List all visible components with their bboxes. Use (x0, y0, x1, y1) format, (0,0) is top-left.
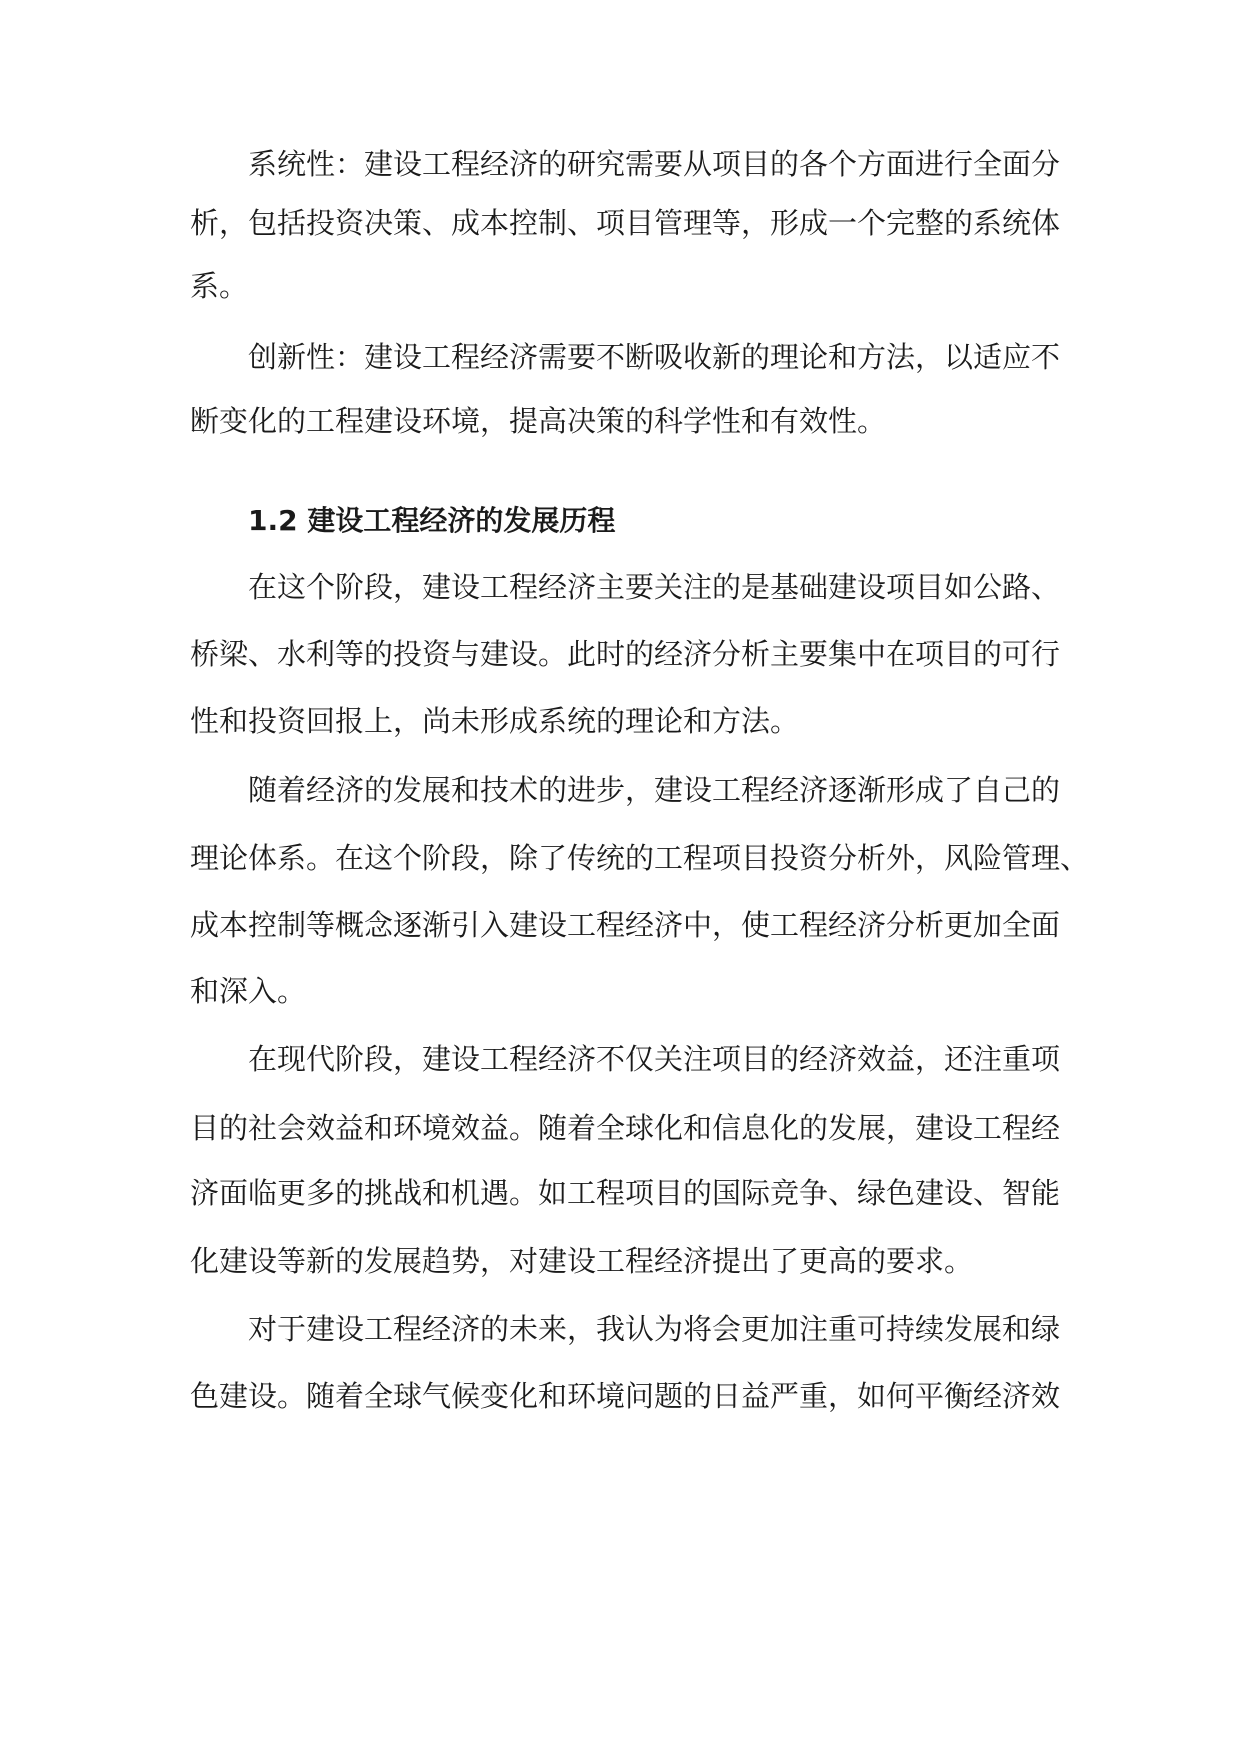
text-line: 析，包括投资决策、成本控制、项目管理等，形成一个完整的系统体 (190, 206, 1061, 240)
text-line: 性和投资回报上，尚未形成系统的理论和方法。 (190, 704, 800, 738)
text-line: 对于建设工程经济的未来，我认为将会更加注重可持续发展和绿 (248, 1312, 1061, 1346)
text-line: 和深入。 (190, 974, 307, 1008)
text-line: 成本控制等概念逐渐引入建设工程经济中，使工程经济分析更加全面 (190, 908, 1061, 942)
text-line: 系。 (190, 269, 249, 303)
text-line: 目的社会效益和环境效益。随着全球化和信息化的发展，建设工程经 (190, 1111, 1061, 1145)
text-line: 在现代阶段，建设工程经济不仅关注项目的经济效益，还注重项 (248, 1042, 1061, 1076)
text-line: 济面临更多的挑战和机遇。如工程项目的国际竞争、绿色建设、智能 (190, 1176, 1061, 1210)
text-line: 桥梁、水利等的投资与建设。此时的经济分析主要集中在项目的可行 (190, 637, 1061, 671)
text-line: 随着经济的发展和技术的进步，建设工程经济逐渐形成了自己的 (248, 773, 1061, 807)
text-line: 在这个阶段，建设工程经济主要关注的是基础建设项目如公路、 (248, 570, 1061, 604)
text-line: 创新性：建设工程经济需要不断吸收新的理论和方法，以适应不 (248, 340, 1061, 374)
section-heading: 1.2 建设工程经济的发展历程 (248, 504, 616, 537)
text-line: 系统性：建设工程经济的研究需要从项目的各个方面进行全面分 (248, 147, 1061, 181)
text-line: 色建设。随着全球气候变化和环境问题的日益严重，如何平衡经济效 (190, 1379, 1061, 1413)
text-line: 理论体系。在这个阶段，除了传统的工程项目投资分析外，风险管理、 (190, 841, 1090, 875)
text-line: 化建设等新的发展趋势，对建设工程经济提出了更高的要求。 (190, 1244, 974, 1278)
text-line: 断变化的工程建设环境，提高决策的科学性和有效性。 (190, 404, 887, 438)
